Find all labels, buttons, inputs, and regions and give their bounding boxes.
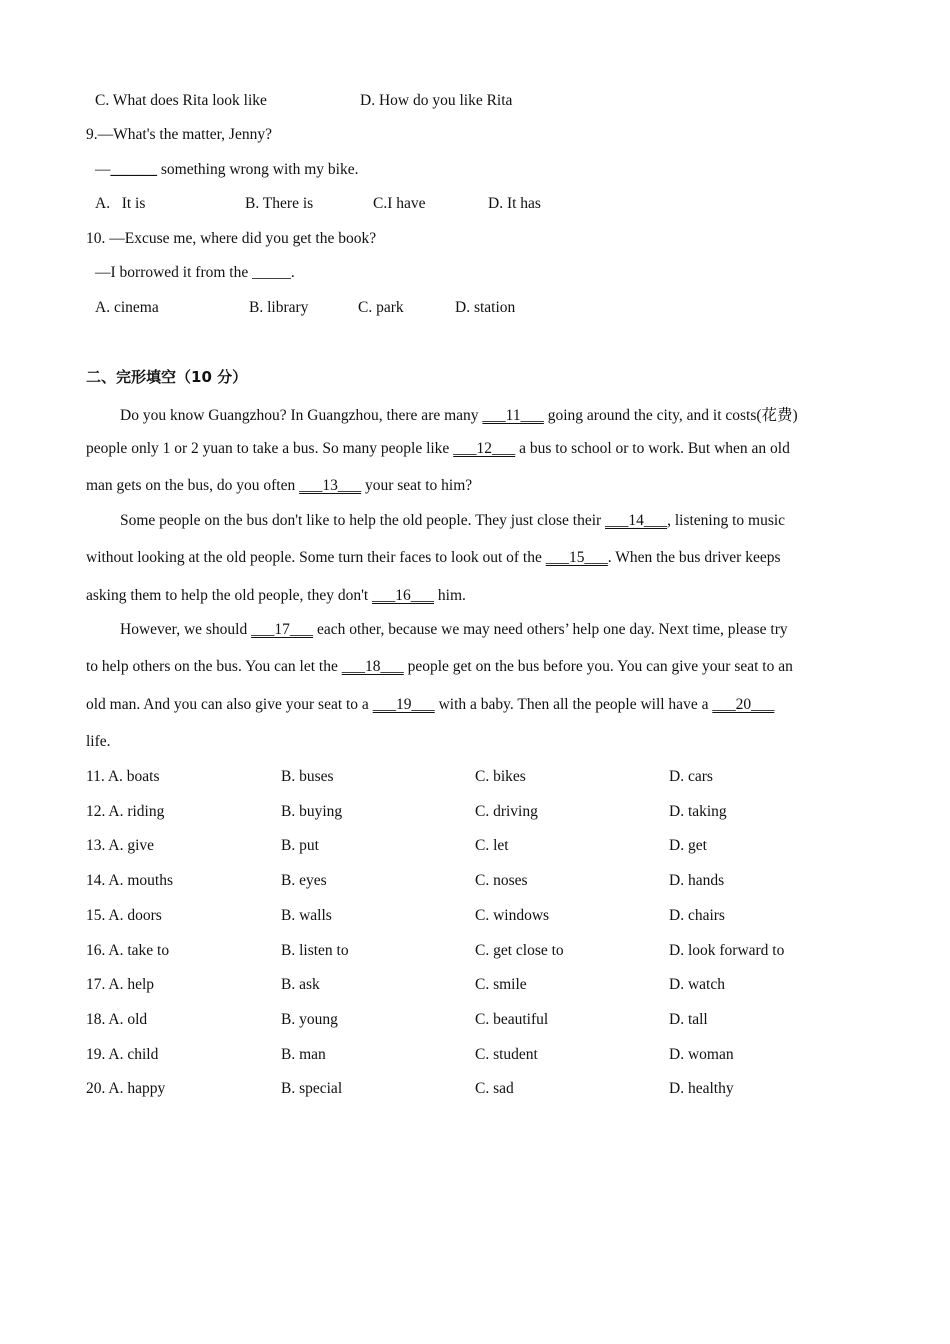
q17-option-d: D. watch <box>669 976 725 994</box>
text: people only 1 or 2 yuan to take a bus. So many people like <box>86 440 454 457</box>
blank-14: ___14___ <box>605 512 668 529</box>
q15-option-d: D. chairs <box>669 906 725 924</box>
q10-option-c: C. park <box>358 299 404 316</box>
q17-option-a: 17. A. help <box>86 976 155 994</box>
section-title: 二、完形填空（10 分） <box>86 368 248 386</box>
text: with a baby. Then all the people will have a <box>434 696 713 713</box>
text: asking them to help the old people, they don't <box>86 587 373 604</box>
text: However, we should <box>120 621 252 638</box>
text: to help others on the bus. You can let the <box>86 658 342 675</box>
q14-option-c: C. noses <box>475 872 528 890</box>
q14-option-b: B. eyes <box>281 872 327 890</box>
q12-option-b: B. buying <box>281 802 343 820</box>
passage-p1-line3 <box>86 477 472 495</box>
q18-option-d: D. tall <box>669 1010 708 1028</box>
q16-option-d: D. look forward to <box>669 941 785 959</box>
passage-p2-line2 <box>86 549 781 567</box>
q17-option-c: C. smile <box>475 976 527 994</box>
q19-option-a: 19. A. child <box>86 1045 159 1063</box>
q9-option-c: C.I have <box>373 195 426 212</box>
blank-11: ___11___ <box>482 407 544 424</box>
q9-reply-prefix: — <box>95 161 111 178</box>
q13-option-d: D. get <box>669 837 707 855</box>
q19-option-c: C. student <box>475 1045 538 1063</box>
q11-option-c: C. bikes <box>475 768 526 785</box>
text: him. <box>434 587 466 604</box>
text: a bus to school or to work. But when an old <box>515 440 790 457</box>
q13-option-b: B. put <box>281 837 319 855</box>
q9-option-b: B. There is <box>245 195 314 212</box>
q9-option-d: D. It has <box>488 195 541 212</box>
q18-option-a: 18. A. old <box>86 1010 148 1028</box>
text: people get on the bus before you. You can give your seat to an <box>403 658 793 675</box>
q14-option-d: D. hands <box>669 872 725 890</box>
q15-option-a: 15. A. doors <box>86 906 162 924</box>
passage-p2-line1 <box>120 512 785 530</box>
q9-reply <box>95 161 359 179</box>
blank-12: ___12___ <box>453 440 516 457</box>
text: going around the city, and it costs(花费) <box>543 407 798 424</box>
q16-option-c: C. get close to <box>475 941 564 959</box>
text: without looking at the old people. Some turn their faces to look out of the <box>86 549 546 566</box>
q16-option-a: 16. A. take to <box>86 941 170 959</box>
q10-blank: _____ <box>252 264 291 281</box>
q13-option-a: 13. A. give <box>86 837 155 855</box>
q20-option-b: B. special <box>281 1080 343 1098</box>
q16-option-b: B. listen to <box>281 941 349 959</box>
passage-p1-line2 <box>86 440 790 458</box>
q11-option-d: D. cars <box>669 768 713 785</box>
q19-option-b: B. man <box>281 1045 326 1063</box>
q20-option-d: D. healthy <box>669 1080 734 1098</box>
q9-stem: 9.—What's the matter, Jenny? <box>86 126 272 143</box>
text: each other, because we may need others’ help one day. Next time, please try <box>313 621 788 638</box>
q19-option-d: D. woman <box>669 1045 734 1063</box>
blank-17: ___17___ <box>251 621 314 638</box>
passage-p1-line1 <box>120 403 798 425</box>
q20-option-a: 20. A. happy <box>86 1080 166 1098</box>
q10-stem: 10. —Excuse me, where did you get the book? <box>86 230 377 247</box>
q10-option-a: A. cinema <box>95 299 159 316</box>
q11-option-a: 11. A. boats <box>86 768 160 785</box>
q20-option-c: C. sad <box>475 1080 514 1098</box>
text: Some people on the bus don't like to help the old people. They just close their <box>120 512 606 529</box>
blank-13: ___13___ <box>299 477 362 494</box>
passage-p3-line2 <box>86 658 793 676</box>
q12-option-d: D. taking <box>669 802 727 820</box>
blank-19: ___19___ <box>372 696 435 713</box>
q10-option-d: D. station <box>455 299 516 316</box>
passage-p3-line1 <box>120 621 788 639</box>
text: . When the bus driver keeps <box>607 549 781 566</box>
q17-option-b: B. ask <box>281 976 320 994</box>
passage-p3-line3 <box>86 696 774 714</box>
text: Do you know Guangzhou? In Guangzhou, there are many <box>120 407 483 424</box>
q13-option-c: C. let <box>475 837 509 855</box>
q18-option-b: B. young <box>281 1010 338 1028</box>
q10-reply-prefix: —I borrowed it from the <box>95 264 253 281</box>
q9-option-a: A. It is <box>95 195 146 212</box>
text: old man. And you can also give your seat to a <box>86 696 373 713</box>
q14-option-a: 14. A. mouths <box>86 872 173 890</box>
blank-16: ___16___ <box>372 587 435 604</box>
blank-15: ___15___ <box>545 549 608 566</box>
blank-20: ___20___ <box>712 696 775 713</box>
passage-p3-line4: life. <box>86 733 111 750</box>
q12-option-a: 12. A. riding <box>86 802 165 820</box>
q10-option-b: B. library <box>249 299 309 316</box>
q9-reply-rest: something wrong with my bike. <box>157 161 359 178</box>
text: , listening to music <box>667 512 786 529</box>
q8-option-c: C. What does Rita look like <box>95 92 267 109</box>
blank-18: ___18___ <box>341 658 404 675</box>
q15-option-c: C. windows <box>475 906 550 924</box>
passage-p2-line3 <box>86 587 466 605</box>
q18-option-c: C. beautiful <box>475 1010 549 1028</box>
q10-reply-rest: . <box>290 264 295 281</box>
q10-reply <box>95 264 295 282</box>
q8-option-d: D. How do you like Rita <box>360 92 513 109</box>
q11-option-b: B. buses <box>281 768 334 785</box>
q12-option-c: C. driving <box>475 802 538 820</box>
q15-option-b: B. walls <box>281 906 332 924</box>
text: your seat to him? <box>361 477 473 494</box>
q9-blank: ______ <box>110 161 157 178</box>
text: man gets on the bus, do you often <box>86 477 300 494</box>
